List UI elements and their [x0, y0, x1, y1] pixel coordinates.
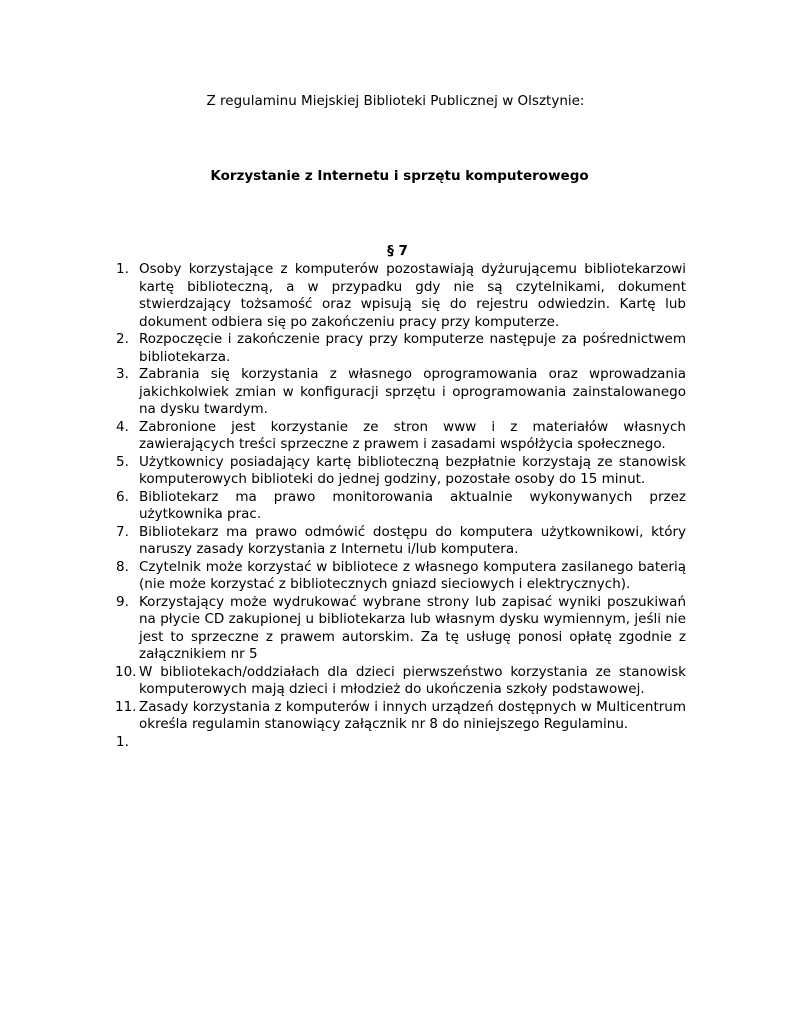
list-item-text: Bibliotekarz ma prawo odmówić dostępu do komputera użytkownikowi, który naruszy zasady korzystania z Internetu i/lub komputera. [139, 523, 686, 557]
list-item [116, 331, 686, 366]
list-item-text: Korzystający może wydrukować wybrane strony lub zapisać wyniki poszukiwań na płycie CD zakupionej u bibliotekarza lub własnym dysku wymiennym, jeśli nie jest to sprzeczne z prawem autorskim. Za tę usługę ponosi opłatę zgodnie z załącznikiem nr 5 [139, 593, 686, 662]
list-item-number: 1. [116, 261, 129, 277]
document-title: Korzystanie z Internetu i sprzętu komputerowego [210, 168, 589, 184]
list-item [116, 558, 686, 594]
list-item [116, 261, 686, 331]
list-item [115, 698, 686, 734]
list-item-number: 1. [116, 733, 129, 750]
list-item-number: 9. [116, 593, 129, 610]
list-item-number: 8. [116, 558, 129, 575]
list-item-text: Bibliotekarz ma prawo monitorowania aktualnie wykonywanych przez użytkownika prac. [139, 488, 686, 522]
list-item-text: W bibliotekach/oddziałach dla dzieci pierwszeństwo korzystania ze stanowisk komputerowych mają dzieci i młodzież do ukończenia szkoły podstawowej. [139, 663, 686, 697]
list-item-number: 7. [116, 523, 129, 540]
list-item-text: Osoby korzystające z komputerów pozostawiają dyżurującemu bibliotekarzowi kartę biblioteczną, a w przypadku gdy nie są czytelnikami, dokument stwierdzający tożsamość oraz wpisują się do rejestru odwiedzin. Kartę lub dokument odbiera się po zakończeniu pracy przy komputerze. [139, 261, 686, 330]
list-item-number: 3. [116, 366, 129, 382]
section-heading: § 7 [387, 243, 408, 259]
list-item-number: 11. [115, 698, 137, 715]
list-item [116, 366, 686, 419]
list-item-number: 4. [116, 418, 129, 435]
intro-line: Z regulaminu Miejskiej Biblioteki Publicznej w Olsztynie: [206, 93, 585, 109]
list-item [116, 488, 686, 524]
list-item-number: 10. [115, 663, 137, 680]
list-item [115, 663, 686, 699]
rules-list [115, 261, 686, 751]
list-item [116, 733, 686, 752]
list-item-number: 6. [116, 488, 129, 505]
list-item-number: 2. [116, 331, 129, 347]
list-item-number: 5. [116, 453, 129, 470]
list-item-text: Zabrania się korzystania z własnego oprogramowania oraz wprowadzania jakichkolwiek zmian w konfiguracji sprzętu i oprogramowania zainstalowanego na dysku twardym. [139, 366, 686, 417]
list-item-text: Rozpoczęcie i zakończenie pracy przy komputerze następuje za pośrednictwem bibliotekarza. [139, 331, 686, 365]
list-item-text: Zabronione jest korzystanie ze stron www i z materiałów własnych zawierających treści sprzeczne z prawem i zasadami współżycia społecznego. [139, 418, 686, 452]
list-item-text: Użytkownicy posiadający kartę biblioteczną bezpłatnie korzystają ze stanowisk komputerowych biblioteki do jednej godziny, pozostałe osoby do 15 minut. [139, 453, 686, 487]
list-item [116, 453, 686, 489]
list-item-text: Czytelnik może korzystać w bibliotece z własnego komputera zasilanego baterią (nie może korzystać z bibliotecznych gniazd sieciowych i elektrycznych). [139, 558, 686, 592]
list-item [116, 523, 686, 559]
list-item [116, 418, 686, 454]
list-item-text: Zasady korzystania z komputerów i innych urządzeń dostępnych w Multicentrum określa regulamin stanowiący załącznik nr 8 do niniejszego Regulaminu. [139, 698, 686, 732]
list-item [116, 593, 686, 664]
